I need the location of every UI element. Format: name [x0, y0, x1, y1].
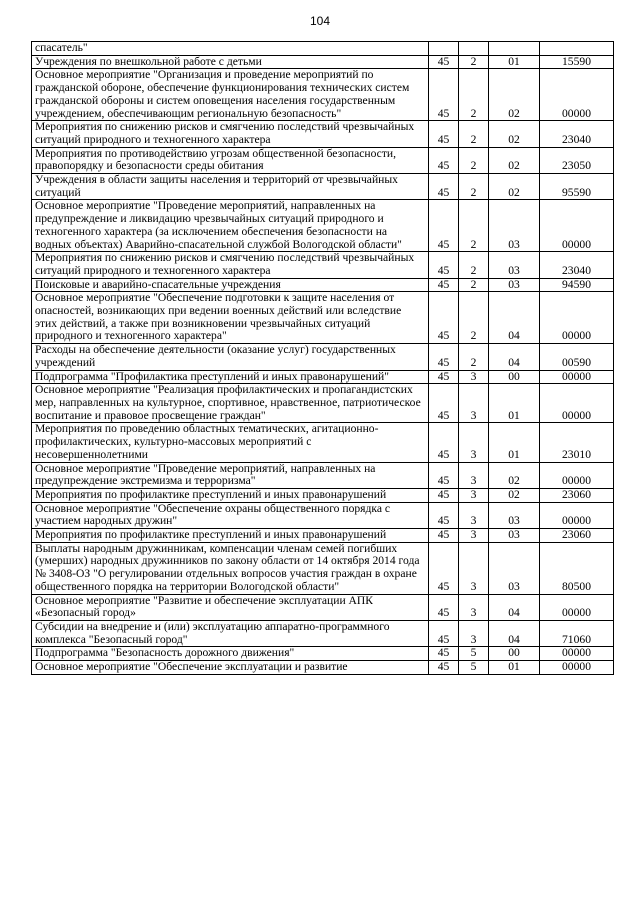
code-cell-3: 02: [489, 488, 540, 502]
item-name-cell: Учреждения по внешкольной работе с детьми: [32, 55, 429, 69]
item-name-cell: Основное мероприятие "Проведение мероприятий, направленных на предупреждение экстремизма и терроризма": [32, 462, 429, 488]
item-name-cell: Мероприятия по снижению рисков и смягчению последствий чрезвычайных ситуаций природного и техногенного характера: [32, 252, 429, 278]
code-cell-1: 45: [429, 55, 459, 69]
item-name-cell: Мероприятия по снижению рисков и смягчению последствий чрезвычайных ситуаций природного и техногенного характера: [32, 121, 429, 147]
code-cell-4: 00000: [540, 647, 614, 661]
code-cell-3: 03: [489, 529, 540, 543]
table-row: [32, 384, 614, 423]
code-cell-1: [429, 42, 459, 56]
table-row: [32, 292, 614, 344]
table-row: [32, 42, 614, 56]
code-cell-1: 45: [429, 278, 459, 292]
code-cell-4: 00000: [540, 69, 614, 121]
code-cell-1: 45: [429, 121, 459, 147]
item-name-cell: Подпрограмма "Профилактика преступлений и иных правонарушений": [32, 370, 429, 384]
code-cell-3: 03: [489, 200, 540, 252]
code-cell-1: 45: [429, 423, 459, 462]
budget-classification-table: [31, 41, 614, 675]
code-cell-3: 01: [489, 384, 540, 423]
code-cell-3: 04: [489, 594, 540, 620]
code-cell-2: 2: [459, 292, 489, 344]
code-cell-1: 45: [429, 661, 459, 675]
table-row: [32, 344, 614, 370]
code-cell-4: 00590: [540, 344, 614, 370]
code-cell-4: 94590: [540, 278, 614, 292]
code-cell-2: 2: [459, 55, 489, 69]
table-row: [32, 174, 614, 200]
code-cell-2: 5: [459, 661, 489, 675]
table-row: [32, 252, 614, 278]
code-cell-1: 45: [429, 542, 459, 594]
table-row: [32, 594, 614, 620]
code-cell-2: [459, 42, 489, 56]
code-cell-4: 23010: [540, 423, 614, 462]
item-name-cell: Расходы на обеспечение деятельности (оказание услуг) государственных учреждений: [32, 344, 429, 370]
item-name-cell: Выплаты народным дружинникам, компенсации членам семей погибших (умерших) народных дружинников по закону области от 14 октября 2014 года № 3408-ОЗ "О регулировании отдельных вопросов участия граждан в охране общественного порядка на территории Вологодской области": [32, 542, 429, 594]
code-cell-3: 03: [489, 502, 540, 528]
item-name-cell: спасатель": [32, 42, 429, 56]
table-row: [32, 661, 614, 675]
table-row: [32, 423, 614, 462]
code-cell-4: 23050: [540, 147, 614, 173]
code-cell-2: 3: [459, 529, 489, 543]
code-cell-2: 5: [459, 647, 489, 661]
table-row: [32, 488, 614, 502]
code-cell-2: 2: [459, 147, 489, 173]
table-row: [32, 620, 614, 646]
code-cell-1: 45: [429, 69, 459, 121]
code-cell-4: 00000: [540, 661, 614, 675]
table-row: [32, 370, 614, 384]
code-cell-3: 01: [489, 423, 540, 462]
item-name-cell: Мероприятия по противодействию угрозам общественной безопасности, правопорядку и безопасности среды обитания: [32, 147, 429, 173]
code-cell-3: 04: [489, 620, 540, 646]
code-cell-2: 2: [459, 200, 489, 252]
code-cell-3: 01: [489, 55, 540, 69]
code-cell-1: 45: [429, 647, 459, 661]
code-cell-4: 00000: [540, 292, 614, 344]
code-cell-3: 02: [489, 462, 540, 488]
code-cell-1: 45: [429, 292, 459, 344]
code-cell-2: 3: [459, 488, 489, 502]
code-cell-3: 02: [489, 174, 540, 200]
code-cell-1: 45: [429, 344, 459, 370]
item-name-cell: Основное мероприятие "Реализация профилактических и пропагандистских мер, направленных на культурное, спортивное, нравственное, патриотическое воспитание и правовое просвещение граждан": [32, 384, 429, 423]
item-name-cell: Основное мероприятие "Развитие и обеспечение эксплуатации АПК «Безопасный город»: [32, 594, 429, 620]
code-cell-4: [540, 42, 614, 56]
code-cell-2: 2: [459, 121, 489, 147]
item-name-cell: Основное мероприятие "Обеспечение подготовки к защите населения от опасностей, возникающих при ведении военных действий или вследствие этих действий, а также при возникновении чрезвычайных ситуаций природного и техногенного характера": [32, 292, 429, 344]
code-cell-1: 45: [429, 502, 459, 528]
table-row: [32, 147, 614, 173]
item-name-cell: Основное мероприятие "Организация и проведение мероприятий по гражданской обороне, обеспечение функционирования технических систем гражданской обороны и систем оповещения населения государственным учреждением, обеспечивающим региональную безопасность": [32, 69, 429, 121]
table-row: [32, 529, 614, 543]
code-cell-1: 45: [429, 370, 459, 384]
code-cell-3: 03: [489, 252, 540, 278]
code-cell-2: 3: [459, 542, 489, 594]
code-cell-4: 95590: [540, 174, 614, 200]
item-name-cell: Мероприятия по профилактике преступлений и иных правонарушений: [32, 529, 429, 543]
table-row: [32, 278, 614, 292]
code-cell-4: 00000: [540, 502, 614, 528]
code-cell-3: 02: [489, 147, 540, 173]
code-cell-4: 23040: [540, 121, 614, 147]
code-cell-4: 80500: [540, 542, 614, 594]
code-cell-2: 3: [459, 370, 489, 384]
item-name-cell: Основное мероприятие "Обеспечение эксплуатации и развитие: [32, 661, 429, 675]
code-cell-4: 00000: [540, 384, 614, 423]
code-cell-2: 3: [459, 502, 489, 528]
code-cell-4: 23060: [540, 529, 614, 543]
item-name-cell: Основное мероприятие "Обеспечение охраны общественного порядка с участием народных дружин": [32, 502, 429, 528]
table-row: [32, 542, 614, 594]
code-cell-1: 45: [429, 620, 459, 646]
code-cell-3: [489, 42, 540, 56]
code-cell-3: 01: [489, 661, 540, 675]
item-name-cell: Субсидии на внедрение и (или) эксплуатацию аппаратно-программного комплекса "Безопасный город": [32, 620, 429, 646]
code-cell-1: 45: [429, 252, 459, 278]
table-row: [32, 69, 614, 121]
code-cell-4: 00000: [540, 462, 614, 488]
code-cell-2: 2: [459, 252, 489, 278]
table-row: [32, 55, 614, 69]
code-cell-4: 00000: [540, 200, 614, 252]
code-cell-2: 3: [459, 423, 489, 462]
code-cell-3: 00: [489, 647, 540, 661]
code-cell-2: 2: [459, 69, 489, 121]
item-name-cell: Мероприятия по проведению областных тематических, агитационно-профилактических, культурно-массовых мероприятий с несовершеннолетними: [32, 423, 429, 462]
code-cell-4: 23040: [540, 252, 614, 278]
code-cell-4: 15590: [540, 55, 614, 69]
code-cell-3: 03: [489, 542, 540, 594]
code-cell-1: 45: [429, 462, 459, 488]
code-cell-1: 45: [429, 529, 459, 543]
table-row: [32, 121, 614, 147]
table-row: [32, 647, 614, 661]
code-cell-2: 3: [459, 620, 489, 646]
code-cell-1: 45: [429, 594, 459, 620]
code-cell-4: 00000: [540, 370, 614, 384]
code-cell-1: 45: [429, 200, 459, 252]
item-name-cell: Учреждения в области защиты населения и территорий от чрезвычайных ситуаций: [32, 174, 429, 200]
code-cell-3: 02: [489, 121, 540, 147]
page-number: 104: [309, 14, 331, 28]
code-cell-2: 3: [459, 594, 489, 620]
code-cell-1: 45: [429, 488, 459, 502]
code-cell-3: 03: [489, 278, 540, 292]
table-row: [32, 200, 614, 252]
code-cell-4: 71060: [540, 620, 614, 646]
item-name-cell: Основное мероприятие "Проведение мероприятий, направленных на предупреждение и ликвидацию чрезвычайных ситуаций природного и техногенного характера (за исключением обеспечения безопасности на водных объектах) Аварийно-спасательной службой Вологодской области": [32, 200, 429, 252]
code-cell-3: 04: [489, 344, 540, 370]
table-row: [32, 462, 614, 488]
item-name-cell: Подпрограмма "Безопасность дорожного движения": [32, 647, 429, 661]
code-cell-3: 04: [489, 292, 540, 344]
code-cell-2: 2: [459, 278, 489, 292]
code-cell-3: 02: [489, 69, 540, 121]
item-name-cell: Мероприятия по профилактике преступлений и иных правонарушений: [32, 488, 429, 502]
code-cell-4: 23060: [540, 488, 614, 502]
code-cell-1: 45: [429, 384, 459, 423]
code-cell-3: 00: [489, 370, 540, 384]
code-cell-2: 2: [459, 174, 489, 200]
code-cell-2: 2: [459, 344, 489, 370]
code-cell-2: 3: [459, 462, 489, 488]
code-cell-1: 45: [429, 147, 459, 173]
code-cell-2: 3: [459, 384, 489, 423]
code-cell-1: 45: [429, 174, 459, 200]
item-name-cell: Поисковые и аварийно-спасательные учреждения: [32, 278, 429, 292]
table-row: [32, 502, 614, 528]
code-cell-4: 00000: [540, 594, 614, 620]
